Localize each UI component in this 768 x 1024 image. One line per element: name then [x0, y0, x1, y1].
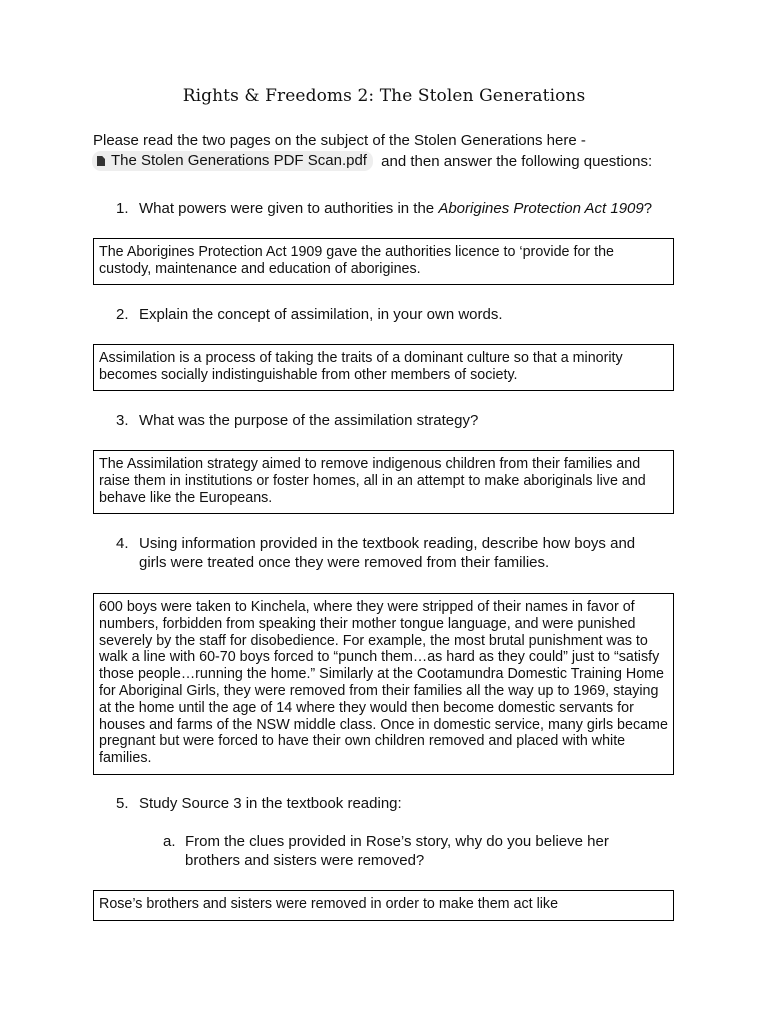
question-5a: [163, 832, 643, 870]
intro-line-1: Please read the two pages on the subject of the Stolen Generations here -: [93, 132, 586, 149]
question-number: 5.: [116, 795, 129, 812]
question-text-part: ?: [643, 200, 653, 217]
question-text: What was the purpose of the assimilation strategy?: [139, 412, 479, 429]
question-text: Explain the concept of assimilation, in your own words.: [139, 306, 503, 323]
question-number: 2.: [116, 306, 129, 323]
question-text: Study Source 3 in the textbook reading:: [139, 795, 402, 812]
question-5: [116, 794, 676, 813]
question-number: 3.: [116, 412, 129, 429]
page-title: Rights & Freedoms 2: The Stolen Generations: [182, 86, 586, 106]
question-text-italic: Aborigines Protection Act 1909: [438, 200, 644, 217]
answer-box-4[interactable]: 600 boys were taken to Kinchela, where they were stripped of their names in favor of numbers, forbidden from speaking their mother tongue language, and were punished severely by the staff for disobedience. For example, the most brutal punishment was to walk a line with 60-70 boys forced to “punch them…as hard as they could” just to “satisfy those people…running the home.” Similarly at the Cootamundra Domestic Training Home for Aboriginal Girls, they were removed from their families all the way up to 1969, staying at the home until the age of 14 where they would then become domestic servants for houses and farms of the NSW middle class. Once in domestic service, many girls became pregnant but were forced to have their own children removed and placed with white families.: [93, 593, 674, 775]
question-4: [116, 534, 656, 572]
question-text-part: What powers were given to authorities in the: [139, 200, 439, 217]
question-text: Using information provided in the textbook reading, describe how boys and girls were treated once they were removed from their families.: [139, 535, 636, 571]
question-2: [116, 305, 676, 324]
sub-question-text: From the clues provided in Rose’s story, why do you believe her brothers and sisters were removed?: [185, 833, 609, 869]
answer-box-5a[interactable]: Rose’s brothers and sisters were removed in order to make them act like: [93, 890, 674, 921]
pdf-file-chip-label: The Stolen Generations PDF Scan.pdf: [111, 152, 367, 169]
pdf-file-chip[interactable]: [92, 151, 373, 171]
intro-paragraph: [93, 131, 693, 172]
question-text: [139, 199, 676, 218]
answer-box-2[interactable]: Assimilation is a process of taking the traits of a dominant culture so that a minority becomes socially indistinguishable from other members of society.: [93, 344, 674, 391]
intro-line-2-tail: and then answer the following questions:: [376, 153, 653, 170]
answer-box-1[interactable]: The Aborigines Protection Act 1909 gave the authorities licence to ‘provide for the custody, maintenance and education of aborigines.: [93, 238, 674, 285]
intro-line-2: [93, 151, 693, 172]
question-number: 4.: [116, 535, 129, 552]
file-icon: [97, 156, 105, 166]
sub-question-letter: a.: [163, 833, 176, 850]
answer-box-3[interactable]: The Assimilation strategy aimed to remove indigenous children from their families and raise them in institutions or foster homes, all in an attempt to make aboriginals live and behave like the Europeans.: [93, 450, 674, 514]
question-3: [116, 411, 676, 430]
question-number: 1.: [116, 200, 129, 217]
question-1: [116, 199, 676, 218]
